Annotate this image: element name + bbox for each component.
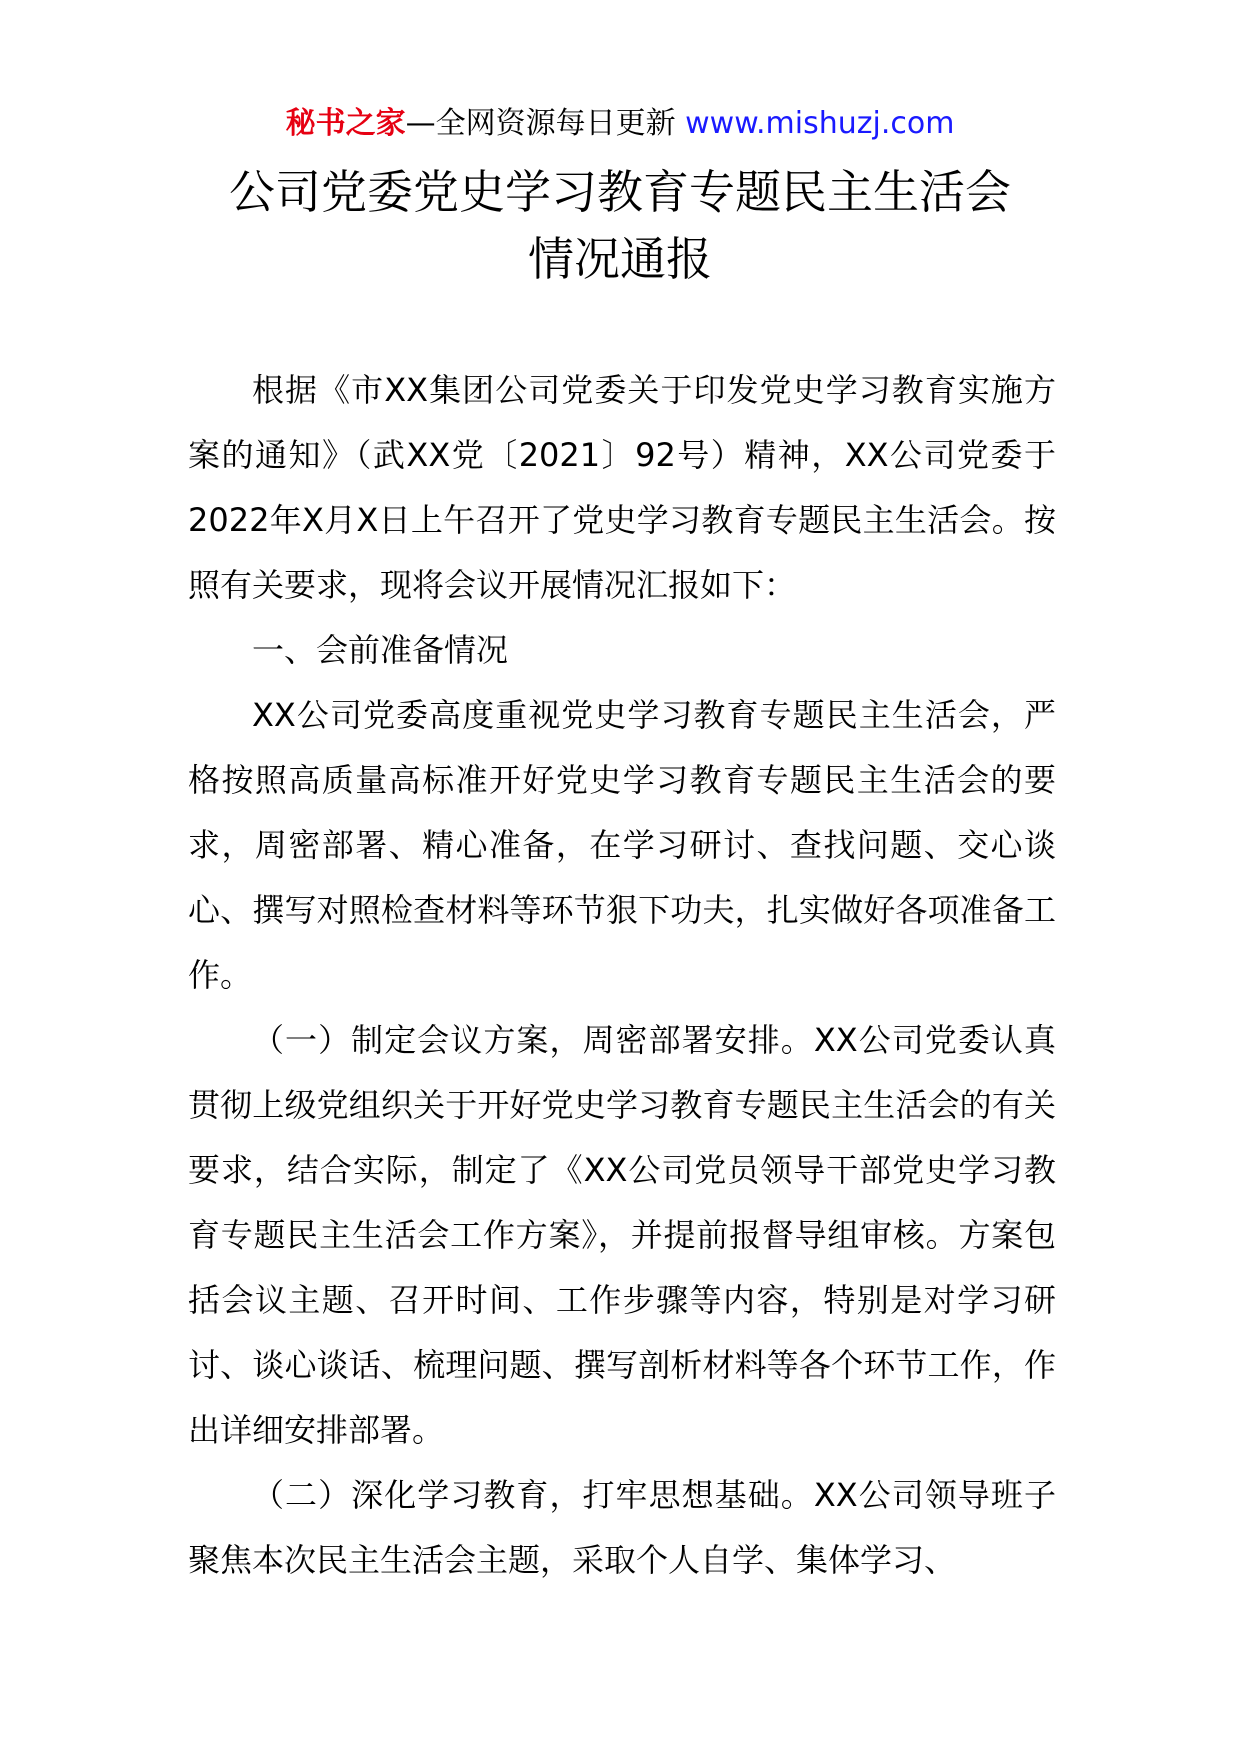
section-heading-preparation: 一、会前准备情况 [252, 631, 509, 669]
paragraph-intro: 根据《市XX集团公司党委关于印发党史学习教育实施方案的通知》（武XX党〔2021〕92号）精神，XX公司党委于2022年X月X日上午召开了党史学习教育专题民主生活会。按照有关要求，现将会议开展情况汇报如下： [188, 371, 1056, 604]
paragraph-preparation-overview: XX公司党委高度重视党史学习教育专题民主生活会，严格按照高质量高标准开好党史学习教育专题民主生活会的要求，周密部署、精心准备，在学习研讨、查找问题、交心谈心、撰写对照检查材料等环节狠下功夫，扎实做好各项准备工作。 [188, 696, 1056, 994]
document-title-line-2: 情况通报 [528, 232, 712, 286]
paragraph-meeting-plan: （一）制定会议方案，周密部署安排。XX公司党委认真贯彻上级党组织关于开好党史学习教育专题民主生活会的有关要求，结合实际，制定了《XX公司党员领导干部党史学习教育专题民主生活会工作方案》，并提前报督导组审核。方案包括会议主题、召开时间、工作步骤等内容，特别是对学习研讨、谈心谈话、梳理问题、撰写剖析材料等各个环节工作，作出详细安排部署。 [188, 1021, 1056, 1449]
site-header [0, 104, 1240, 144]
document-body [188, 358, 1056, 1593]
header-tagline: —全网资源每日更新 [405, 106, 676, 141]
site-url-link[interactable]: www.mishuzj.com [685, 106, 955, 141]
document-title-line-1: 公司党委党史学习教育专题民主生活会 [229, 165, 1011, 219]
brand-name: 秘书之家 [285, 106, 406, 141]
paragraph-study-education: （二）深化学习教育，打牢思想基础。XX公司领导班子聚焦本次民主生活会主题，采取个人自学、集体学习、 [188, 1476, 1056, 1579]
